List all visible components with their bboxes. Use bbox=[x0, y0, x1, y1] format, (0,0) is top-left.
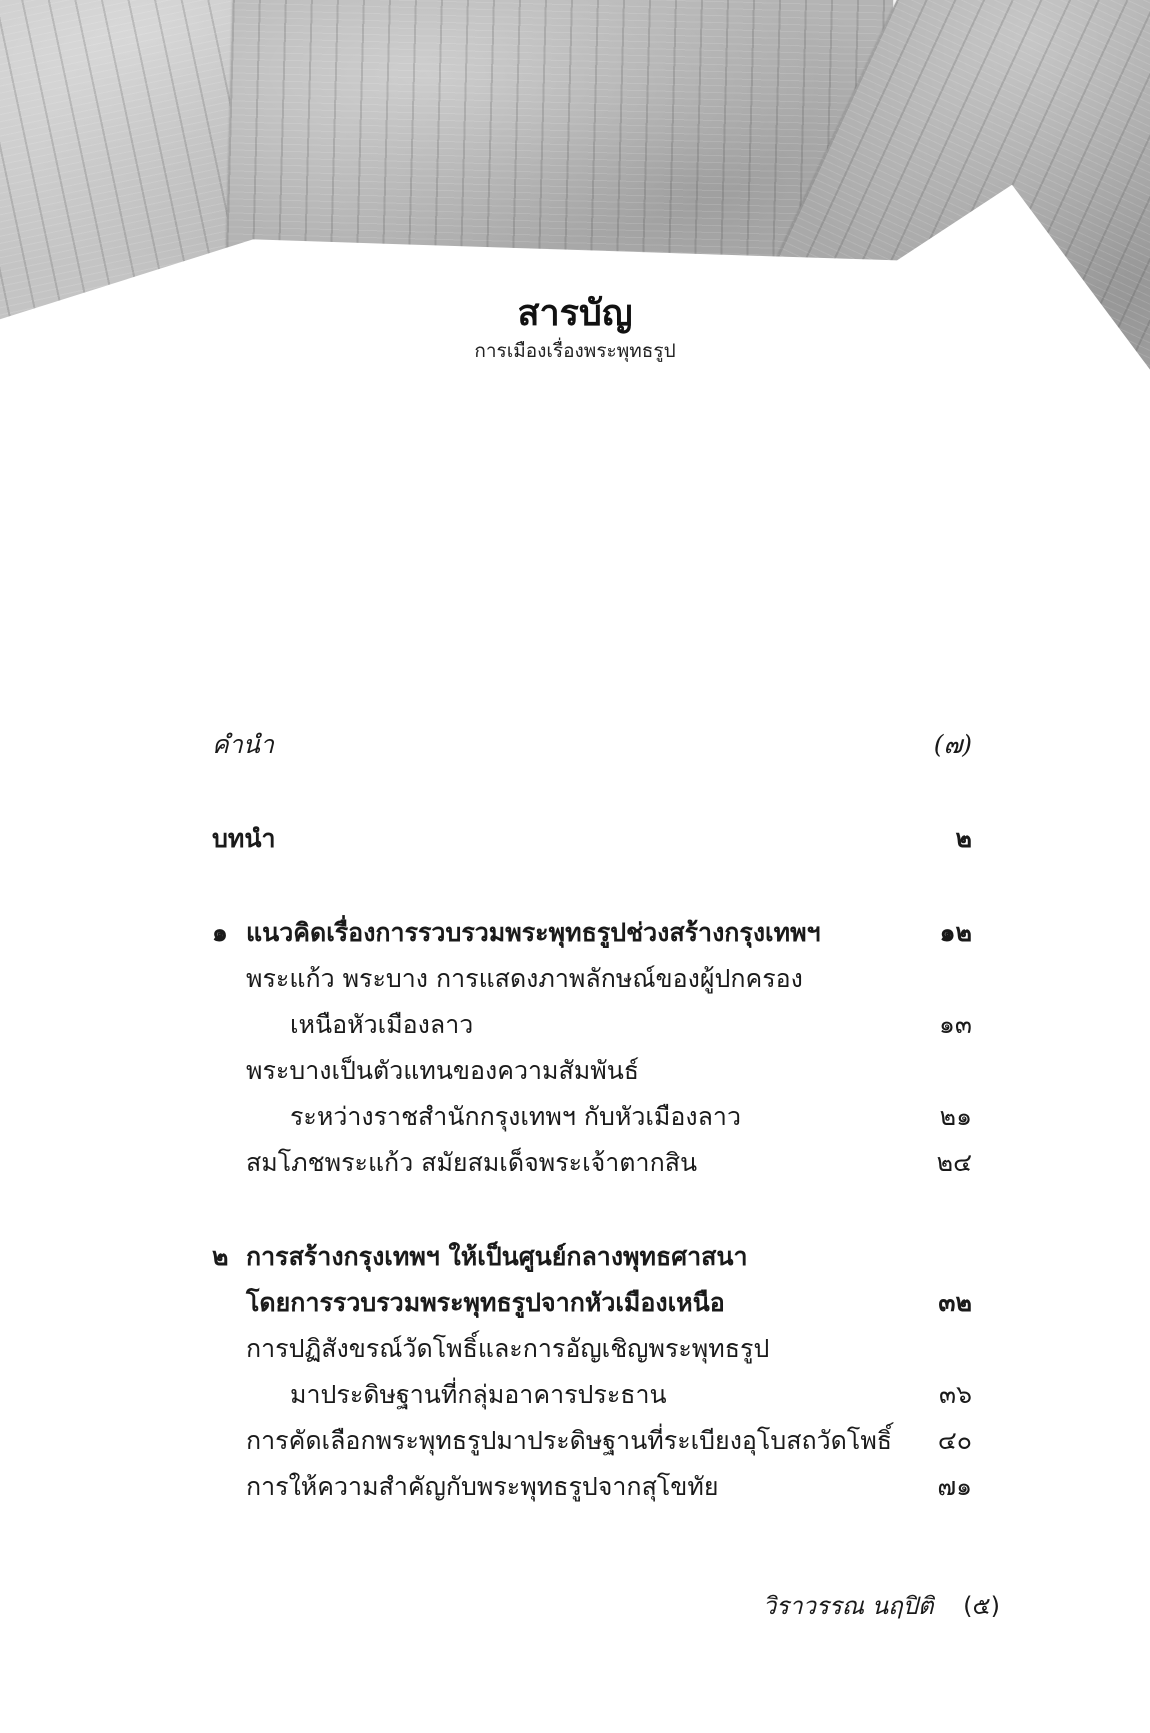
toc-entry-introduction[interactable] bbox=[212, 816, 972, 862]
toc-section[interactable] bbox=[212, 1464, 972, 1510]
toc-section-label: พระบางเป็นตัวแทนของความสัมพันธ์ bbox=[246, 1056, 640, 1085]
toc-section-label: สมโภชพระแก้ว สมัยสมเด็จพระเจ้าตากสิน bbox=[246, 1148, 698, 1177]
title-block bbox=[0, 292, 1150, 364]
toc-entry-page: ๓๒ bbox=[938, 1288, 972, 1317]
chapter-title-text: โดยการรวบรวมพระพุทธรูปจากหัวเมืองเหนือ bbox=[246, 1288, 725, 1317]
toc-section-label: การให้ความสำคัญกับพระพุทธรูปจากสุโขทัย bbox=[246, 1472, 719, 1501]
toc-entry-page: ๒ bbox=[955, 824, 972, 853]
toc-chapter-1[interactable] bbox=[212, 910, 972, 956]
toc-section[interactable] bbox=[212, 1326, 972, 1372]
toc-entry-foreword[interactable] bbox=[212, 722, 972, 768]
chapter-number: ๑ bbox=[212, 918, 228, 947]
chapter-number: ๒ bbox=[212, 1242, 229, 1271]
toc-entry-page: ๑๒ bbox=[939, 918, 972, 947]
toc-section[interactable] bbox=[212, 956, 972, 1002]
toc-section-label: เหนือหัวเมืองลาว bbox=[290, 1010, 474, 1039]
toc-section[interactable] bbox=[212, 1140, 972, 1186]
toc-entry-page: (๗) bbox=[933, 730, 972, 759]
toc-entry-label: บทนำ bbox=[212, 824, 276, 853]
table-of-contents bbox=[212, 722, 972, 1510]
toc-entry-page: ๒๔ bbox=[936, 1148, 972, 1177]
toc-entry-label: คำนำ bbox=[212, 730, 274, 759]
chapter-title-text: การสร้างกรุงเทพฯ ให้เป็นศูนย์กลางพุทธศาสนา bbox=[246, 1242, 748, 1271]
toc-entry-page: ๓๖ bbox=[939, 1380, 972, 1409]
toc-section-continuation[interactable] bbox=[212, 1372, 972, 1418]
toc-chapter-2-continuation[interactable] bbox=[212, 1280, 972, 1326]
toc-section-label: การปฏิสังขรณ์วัดโพธิ์และการอัญเชิญพระพุทธรูป bbox=[246, 1334, 770, 1363]
toc-section-continuation[interactable] bbox=[212, 1002, 972, 1048]
toc-chapter-title bbox=[212, 910, 821, 956]
toc-section-label: การคัดเลือกพระพุทธรูปมาประดิษฐานที่ระเบียงอุโบสถวัดโพธิ์ bbox=[246, 1426, 893, 1455]
chapter-title-text: แนวคิดเรื่องการรวบรวมพระพุทธรูปช่วงสร้างกรุงเทพฯ bbox=[246, 918, 821, 947]
footer-page-number: (๕) bbox=[963, 1592, 1000, 1620]
toc-section-label: ระหว่างราชสำนักกรุงเทพฯ กับหัวเมืองลาว bbox=[290, 1102, 742, 1131]
toc-section-continuation[interactable] bbox=[212, 1094, 972, 1140]
toc-section-label: พระแก้ว พระบาง การแสดงภาพลักษณ์ของผู้ปกครอง bbox=[246, 964, 803, 993]
toc-entry-page: ๒๑ bbox=[939, 1102, 972, 1131]
toc-entry-page: ๑๓ bbox=[939, 1010, 972, 1039]
page-footer bbox=[763, 1590, 1000, 1622]
page-subtitle: การเมืองเรื่องพระพุทธรูป bbox=[474, 340, 676, 362]
footer-author: วิราวรรณ นฤปิติ bbox=[762, 1592, 934, 1620]
page-title: สารบัญ bbox=[517, 293, 633, 334]
toc-section[interactable] bbox=[212, 1418, 972, 1464]
toc-entry-page: ๔๐ bbox=[937, 1426, 972, 1455]
toc-section-label: มาประดิษฐานที่กลุ่มอาคารประธาน bbox=[290, 1380, 667, 1409]
toc-chapter-title bbox=[212, 1234, 748, 1280]
toc-section[interactable] bbox=[212, 1048, 972, 1094]
toc-entry-page: ๗๑ bbox=[937, 1472, 972, 1501]
toc-chapter-2[interactable] bbox=[212, 1234, 972, 1280]
